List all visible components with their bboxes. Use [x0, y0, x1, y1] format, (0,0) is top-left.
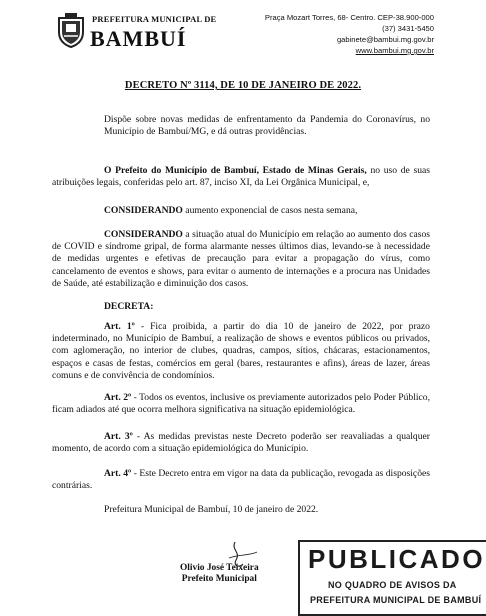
article-1-text: - Fica proibida, a partir do dia 10 de janeiro de 2022, por prazo indeterminado, no Município de Bambuí, a realização de shows e eventos públicos ou privados, com aglomeração, no interior de clubes, quadras, campos, sítios, chácaras, estacionamentos, espaços e casas de festas, comércios em geral (bares, restaurantes e afins), áreas de lazer, áreas comuns e de convivência de condomínios.: [52, 321, 430, 381]
considerando-1: [52, 205, 430, 217]
article-2-label: Art. 2º: [104, 392, 132, 403]
article-3-text: - As medidas previstas neste Decreto poderão ser reavaliadas a qualquer momento, de acordo com a situação epidemiológica do Município.: [52, 431, 430, 455]
stamp-line-1: NO QUADRO DE AVISOS DA: [328, 580, 457, 590]
article-1-label: Art. 1º: [104, 321, 135, 332]
article-2: [52, 392, 430, 416]
signature-block: [180, 563, 259, 585]
considerando-2: [52, 229, 430, 290]
ementa: Dispõe sobre novas medidas de enfrentamento da Pandemia do Coronavírus, no Município de Bambuí/MG, e dá outras providências.: [104, 114, 430, 138]
published-stamp: [298, 540, 486, 616]
place-date: Prefeitura Municipal de Bambuí, 10 de janeiro de 2022.: [104, 504, 319, 515]
letterhead: [0, 0, 486, 62]
article-1: [52, 321, 430, 382]
coat-of-arms-logo: [56, 12, 86, 48]
email-link[interactable]: gabinete@bambui.mg.gov.br: [336, 35, 434, 44]
signer-role: Prefeito Municipal: [181, 574, 257, 584]
org-name-big: BAMBUÍ: [90, 26, 187, 51]
org-name-small: PREFEITURA MUNICIPAL DE: [92, 14, 217, 24]
address-text: Praça Mozart Torres, 68- Centro. CEP-38.900-000: [264, 13, 434, 22]
article-4-label: Art. 4º: [104, 468, 132, 479]
website-link[interactable]: www.bambui.mg.gov.br: [355, 46, 434, 55]
phone-text: (37) 3431-5450: [382, 24, 434, 33]
considerando-2-bold: CONSIDERANDO: [104, 229, 183, 240]
article-4-text: - Este Decreto entra em vigor na data da publicação, revogada as disposições contrárias.: [52, 468, 430, 492]
article-2-text: - Todos os eventos, inclusive os previamente autorizados pelo Poder Público, ficam adiados até que ocorra melhora significativa na situação epidemiológica.: [52, 392, 430, 416]
signer-name: Olivio José Teixeira: [180, 563, 259, 573]
considerando-1-bold: CONSIDERANDO: [104, 205, 183, 216]
decreta-heading: DECRETA:: [104, 301, 154, 312]
considerando-1-text: aumento exponencial de casos nesta semana,: [182, 205, 358, 216]
stamp-line-2: PREFEITURA MUNICIPAL DE BAMBUÍ: [310, 595, 482, 605]
considerando-2-text: a situação atual do Município em relação ao aumento dos casos de COVID e síndrome gripal, de forma alarmante nesses últimos dias, levando-se à necessidade de medidas urgentes e efetivas de precaução para evitar a propagação do vírus, como cancelamento de eventos e shows, para evitar o aumento de internações e a procura nas Unidades de Saúde, até estabilização e diminuição dos casos.: [52, 229, 430, 289]
stamp-word: PUBLICADO: [308, 544, 486, 574]
article-3: [52, 431, 430, 455]
preamble-text: no uso de suas atribuições legais, conferidas pelo art. 87, inciso XI, da Lei Orgânica Municipal, e,: [52, 165, 431, 189]
contact-block: [265, 12, 434, 56]
article-4: [52, 468, 430, 492]
preamble-bold: O Prefeito do Município de Bambuí, Estado de Minas Gerais,: [104, 165, 367, 176]
article-3-label: Art. 3º: [104, 431, 133, 442]
decree-title: DECRETO Nº 3114, DE 10 DE JANEIRO DE 2022.: [124, 80, 362, 91]
preamble: [52, 165, 430, 189]
